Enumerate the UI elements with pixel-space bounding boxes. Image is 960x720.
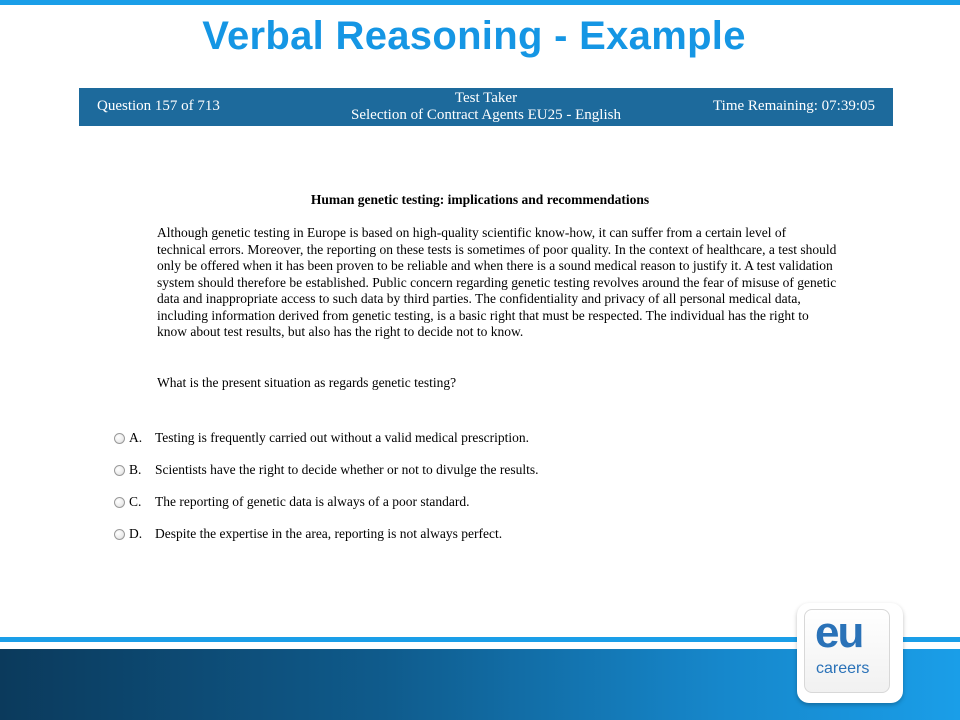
option-letter: C.	[129, 494, 142, 509]
eu-careers-logo	[797, 603, 903, 703]
option-letter: D.	[129, 526, 143, 541]
radio-button-d[interactable]	[114, 529, 125, 540]
question-counter: Question 157 of 713	[97, 98, 220, 114]
logo-eu-mark: eu	[815, 608, 863, 657]
answer-option-c[interactable]	[112, 494, 812, 512]
logo-careers-word: careers	[816, 660, 870, 677]
logo-tile	[804, 609, 890, 693]
radio-button-c[interactable]	[114, 497, 125, 508]
option-text: Scientists have the right to decide whether or not to divulge the results.	[155, 462, 539, 477]
radio-button-b[interactable]	[114, 465, 125, 476]
test-name-label: Selection of Contract Agents EU25 - English	[351, 107, 621, 123]
radio-button-a[interactable]	[114, 433, 125, 444]
answer-option-a[interactable]	[112, 430, 812, 448]
test-taker-label: Test Taker	[454, 90, 518, 106]
slide-title: Verbal Reasoning - Example	[202, 14, 746, 58]
top-accent-rule	[0, 0, 960, 5]
passage-text: Although genetic testing in Europe is based on high-quality scientific know-how, it can suffer from a certain level of technical errors. Moreover, the reporting on these tests is sometimes of poor quality. In the context of healthcare, a test should only be offered when it has been proven to be reliable and when there is a sound medical reason to justify it. A test validation system should therefore be established. Public concern regarding genetic testing revolves around the fear of misuse of genetic data and inappropriate access to such data by third parties. The confidentiality and privacy of all personal medical data, including information derived from genetic testing, is a basic right that must be respected. The individual has the right to know about test results, but also has the right to decide not to know.	[157, 225, 837, 339]
option-letter: A.	[129, 430, 143, 445]
option-text: The reporting of genetic data is always of a poor standard.	[155, 494, 470, 509]
time-remaining: Time Remaining: 07:39:05	[713, 98, 875, 114]
answer-option-b[interactable]	[112, 462, 812, 480]
passage-title: Human genetic testing: implications and recommendations	[310, 192, 650, 207]
question-text: What is the present situation as regards genetic testing?	[157, 375, 457, 390]
option-text: Testing is frequently carried out without a valid medical prescription.	[155, 430, 529, 445]
option-text: Despite the expertise in the area, reporting is not always perfect.	[155, 526, 503, 541]
option-letter: B.	[129, 462, 142, 477]
answer-option-d[interactable]	[112, 526, 812, 544]
test-header-bar	[79, 88, 893, 126]
